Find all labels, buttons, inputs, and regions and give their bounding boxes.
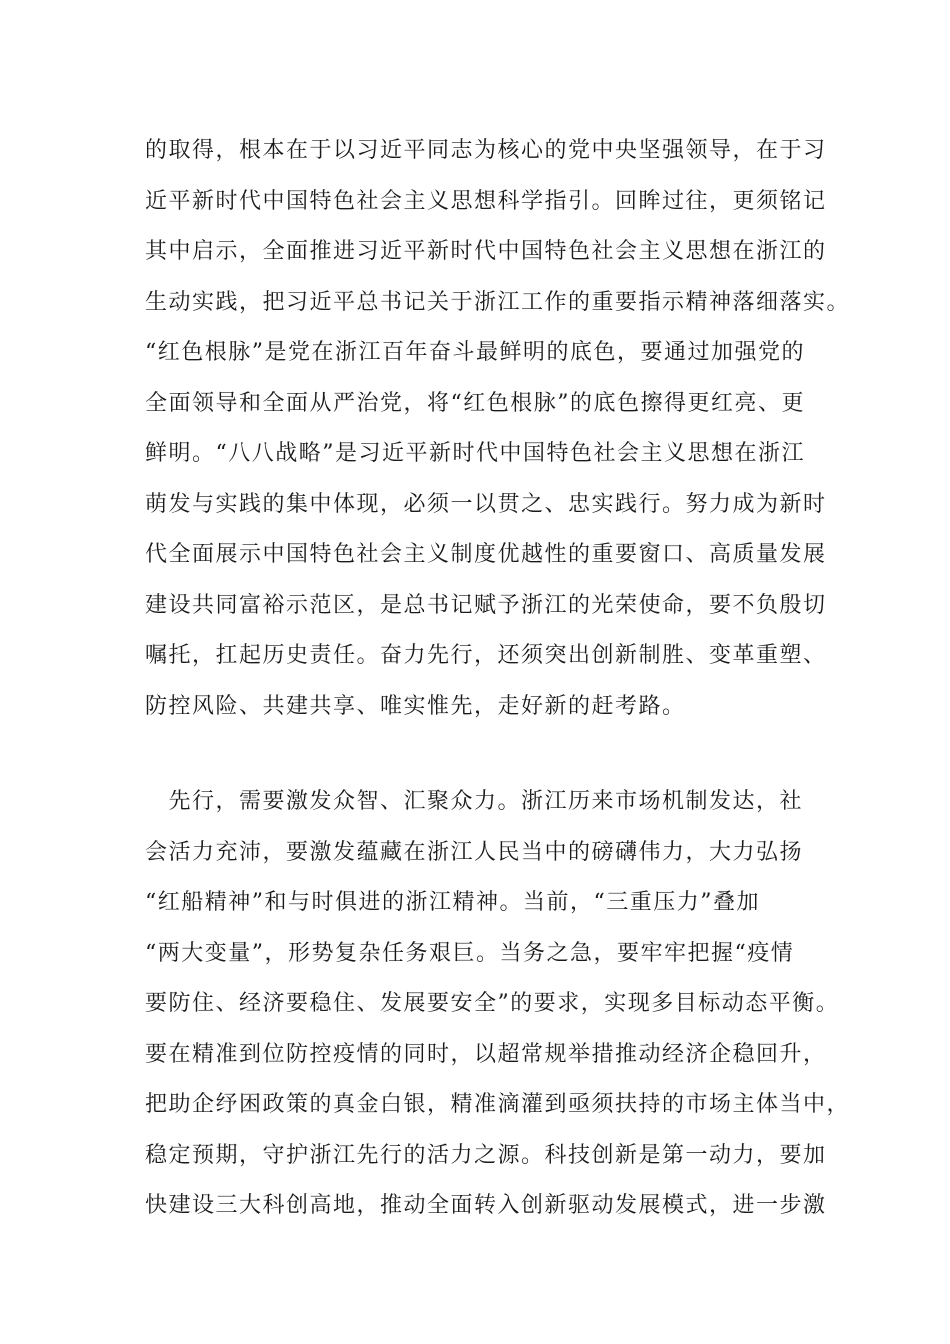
text-line: 要防住、经济要稳住、发展要安全”的要求，实现多目标动态平衡。 bbox=[145, 991, 840, 1016]
text-line: 要在精准到位防控疫情的同时，以超常规举措推动经济企稳回升， bbox=[145, 1041, 827, 1067]
text-line: 生动实践，把习近平总书记关于浙江工作的重要指示精神落细落实。 bbox=[145, 289, 851, 315]
paragraph-1 bbox=[145, 126, 851, 732]
paragraph-2 bbox=[145, 777, 851, 1232]
text-line: 嘱托，扛起历史责任。奋力先行，还须突出创新制胜、变革重塑、 bbox=[145, 643, 827, 668]
text-line: 建设共同富裕示范区，是总书记赋予浙江的光荣使命，要不负殷切 bbox=[145, 592, 827, 618]
text-line: 防控风险、共建共享、唯实惟先，走好新的赶考路。 bbox=[145, 693, 686, 719]
text-line: 全面领导和全面从严治党，将“红色根脉”的底色擦得更红亮、更 bbox=[145, 390, 805, 416]
text-line: 稳定预期，守护浙江先行的活力之源。科技创新是第一动力，要加 bbox=[145, 1142, 827, 1168]
text-line: 萌发与实践的集中体现，必须一以贯之、忠实践行。努力成为新时 bbox=[145, 491, 827, 517]
text-line: “两大变量”，形势复杂任务艰巨。当务之急，要牢牢把握“疫情 bbox=[145, 940, 795, 966]
text-line: “红色根脉”是党在浙江百年奋斗最鲜明的底色，要通过加强党的 bbox=[145, 340, 805, 365]
text-line: 先行，需要激发众智、汇聚众力。浙江历来市场机制发达，社 bbox=[145, 789, 804, 814]
text-line: “红船精神”和与时俱进的浙江精神。当前，“三重压力”叠加 bbox=[145, 890, 760, 915]
text-line: 把助企纾困政策的真金白银，精准滴灌到亟须扶持的市场主体当中， bbox=[145, 1092, 851, 1117]
text-line: 鲜明。“八八战略”是习近平新时代中国特色社会主义思想在浙江 bbox=[145, 441, 805, 466]
text-line: 会活力充沛，要激发蕴藏在浙江人民当中的磅礴伟力，大力弘扬 bbox=[145, 839, 804, 865]
text-line: 的取得，根本在于以习近平同志为核心的党中央坚强领导，在于习 bbox=[145, 138, 827, 163]
text-line: 快建设三大科创高地，推动全面转入创新驱动发展模式，进一步激 bbox=[145, 1193, 827, 1218]
text-line: 近平新时代中国特色社会主义思想科学指引。回眸过往，更须铭记 bbox=[145, 188, 827, 214]
text-line: 代全面展示中国特色社会主义制度优越性的重要窗口、高质量发展 bbox=[145, 542, 827, 567]
text-line: 其中启示，全面推进习近平新时代中国特色社会主义思想在浙江的 bbox=[145, 239, 827, 264]
